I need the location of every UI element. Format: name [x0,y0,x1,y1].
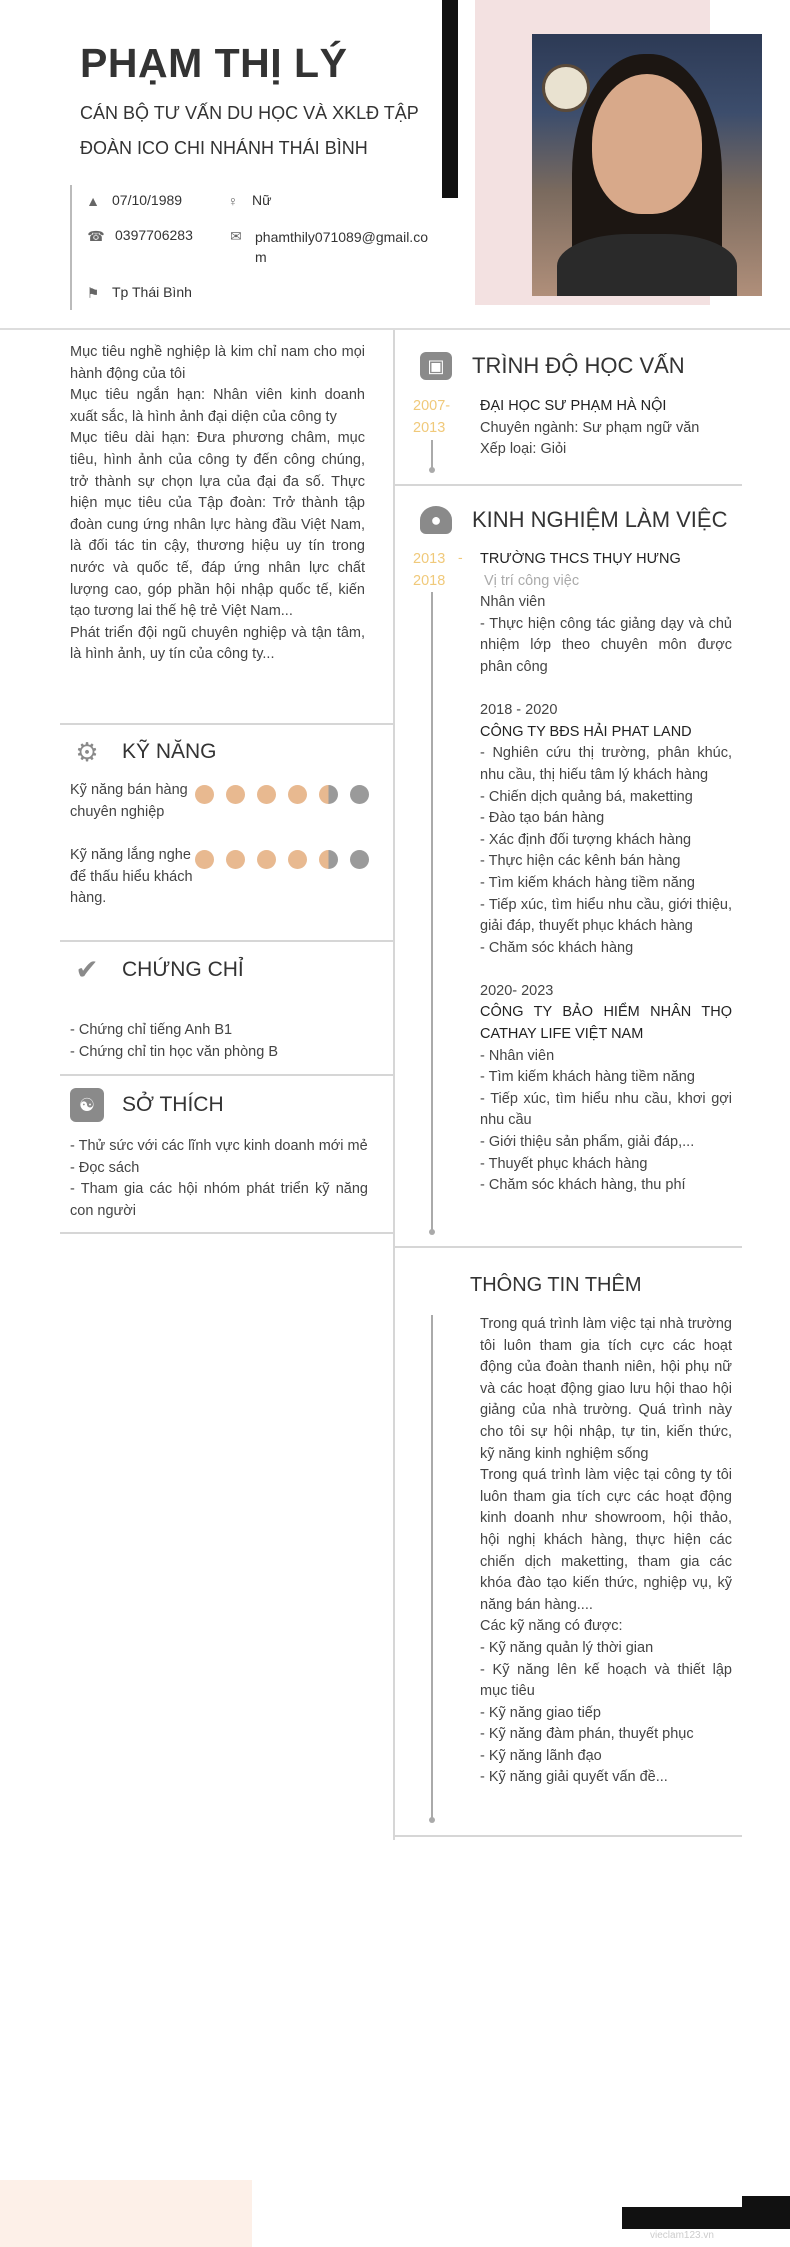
certificate-item: - Chứng chỉ tiếng Anh B1 [70,1022,233,1038]
job-years: 2018 - 2020 [480,702,558,719]
company-name: TRƯỜNG THCS THỤY HƯNG [480,551,681,567]
education-details [480,396,732,461]
education-years: 2007- 2013 [413,398,451,436]
timeline-dot [429,1817,435,1823]
gender-value: Nữ [252,192,272,208]
timeline-line [431,592,433,1232]
job-years: 2020- 2023 [480,982,554,999]
experience-title: KINH NGHIỆM LÀM VIỆC [472,507,728,532]
skill-label: Kỹ năng lắng nghe để thấu hiểu khách hàng. [70,847,193,907]
job-line: - Tìm kiếm khách hàng tiềm năng [480,874,695,891]
skills-title: KỸ NĂNG [122,740,217,763]
extra-line: - Kỹ năng đàm phán, thuyết phục [480,1726,694,1743]
company-name: CÔNG TY BĐS HẢI PHAT LAND [480,723,692,740]
company-name: CÔNG TY BẢO HIỂM NHÂN THỌ CATHAY LIFE VIỆT NAM [480,1004,732,1043]
job-line: - Thực hiện công tác giảng dạy và chủ nhiệm lớp theo chuyên môn được phân công [480,615,732,675]
job-line: Nhân viên [480,594,546,611]
education-title: TRÌNH ĐỘ HỌC VẤN [472,353,685,378]
extra-title: THÔNG TIN THÊM [470,1274,642,1296]
header-divider [0,328,790,330]
hobby-item: - Tham gia các hội nhóm phát triển kỹ năng con người [70,1181,368,1219]
objective-line: Mục tiêu nghề nghiệp là kim chỉ nam cho mọi hành động của tôi [70,344,365,382]
map-icon: ⚑ [86,285,100,301]
team-icon: ● [420,506,452,534]
skills-header [70,735,217,769]
job-line: - Xác định đối tượng khách hàng [480,831,692,848]
hobby-item: - Đọc sách [70,1159,140,1176]
mail-icon: ✉ [230,228,242,244]
person-gear-icon: ⚙ [75,737,99,767]
objective-line: Mục tiêu dài hạn: Đưa phương châm, mục tiêu, hình ảnh của công ty đến công chúng, trở thành sự chọn lựa của đại đa số. Thực hiện mục tiêu của Tập đoàn: Trở thành tập đoàn cung ứng nhân lực hàng đầu Việt Nam, là đối tác tin cậy, thương hiệu uy tín trong nước và quốc tế, đáp ứng nhân lực chất lượng cao, góp phần hội nhập quốc tế, kiến tạo tương lai thế hệ trẻ Việt Nam... [70,430,365,620]
job-line: - Chăm sóc khách hàng [480,939,634,956]
certificate-item: - Chứng chỉ tin học văn phòng B [70,1043,278,1060]
timeline-dot [429,467,435,473]
extra-details [480,1314,732,1789]
job-line: - Thuyết phục khách hàng [480,1155,648,1172]
job-line: - Nhân viên [480,1047,555,1064]
experience-header [420,506,727,534]
experience-details [480,549,732,1197]
extra-line: - Kỹ năng giao tiếp [480,1704,601,1721]
footer-peach-block [0,2180,252,2247]
timeline-line [431,440,433,470]
divider [394,1835,742,1837]
school-name: ĐẠI HỌC SƯ PHẠM HÀ NỘI [480,398,667,414]
dob-value: 07/10/1989 [112,192,183,208]
cake-icon: ▲ [86,193,100,209]
major: Chuyên ngành: Sư phạm ngữ văn [480,419,700,436]
contact-info [70,185,440,310]
phone-value: 0397706283 [115,227,193,243]
timeline-line [431,1315,433,1820]
phone-row [87,227,193,245]
gender-icon: ♀ [227,193,239,209]
divider [394,484,742,486]
experience-years: 2013 2018 [413,551,446,589]
extra-line: Các kỹ năng có được: [480,1618,623,1635]
profile-photo [532,34,762,296]
objective-line: Phát triển đội ngũ chuyên nghiệp và tận tâm, là hình ảnh, uy tín của công ty... [70,624,365,663]
skill-item [70,845,380,910]
job-line: - Tiếp xúc, tìm hiểu nhu cầu, khơi gợi nhu cầu [480,1090,732,1129]
position-placeholder: Vị trí công việc [484,572,580,589]
job-line: - Chăm sóc khách hàng, thu phí [480,1177,686,1194]
job-line: - Đào tạo bán hàng [480,810,605,827]
gender-row [224,192,271,210]
email-row [227,227,442,267]
divider [60,1074,394,1076]
certificates-list [70,1020,370,1063]
extra-line: - Kỹ năng giải quyết vấn đề... [480,1769,668,1786]
skill-rating [195,850,369,910]
years-dash: - [458,549,463,565]
candidate-title: CÁN BỘ TƯ VẤN DU HỌC VÀ XKLĐ TẬP ĐOÀN ICO CHI NHÁNH THÁI BÌNH [80,103,419,158]
divider [60,940,394,942]
extra-line: Trong quá trình làm việc tại nhà trường tôi luôn tham gia tích cực các hoạt động của đoàn thanh niên, hội phụ nữ và các hoạt động giao lưu hội thao hội giảng của nhà trường. Quá trình này cho tôi sự hội nhập, tự tin, kiến thức, kỹ năng kinh nghiệm sống [480,1316,732,1462]
address-value: Tp Thái Bình [112,284,192,300]
grade: Xếp loại: Giỏi [480,441,567,458]
education-header [420,352,685,380]
candidate-name: PHẠM THỊ LÝ [80,40,348,86]
watermark: vieclam123.vn [650,2230,714,2241]
header-black-bar [442,0,458,198]
divider [60,723,394,725]
skill-label: Kỹ năng bán hàng chuyên nghiệp [70,782,188,820]
job-line: - Giới thiệu sản phẩm, giải đáp,... [480,1134,695,1151]
job-line: - Chiến dịch quảng bá, maketting [480,788,693,805]
dob-row [84,192,182,210]
briefcase-icon: ▣ [420,352,452,380]
extra-line: - Kỹ năng lãnh đạo [480,1747,602,1764]
hobby-item: - Thử sức với các lĩnh vực kinh doanh mới mẻ [70,1138,368,1154]
certificates-title: CHỨNG CHỈ [122,958,244,981]
address-row [84,284,192,302]
extra-line: Trong quá trình làm việc tại công ty tôi luôn tham gia tích cực các hoạt động kinh doanh như showroom, hội thảo, hội nghị khách hàng, thực hiện các chiến dịch maketting, tham gia các khóa đào tạo kiến thức, nghiệp vụ, kỹ năng bán hàng.... [480,1467,732,1613]
steam-icon: ☯ [70,1088,104,1122]
extra-line: - Kỹ năng lên kế hoạch và thiết lập mục tiêu [480,1661,732,1700]
certificates-header [70,953,244,987]
extra-line: - Kỹ năng quản lý thời gian [480,1639,654,1656]
job-line: - Nghiên cứu thị trường, phân khúc, nhu cầu, thị hiếu tâm lý khách hàng [480,745,732,783]
timeline-dot [429,1229,435,1235]
objective-line: Mục tiêu ngắn hạn: Nhân viên kinh doanh xuất sắc, là hình ảnh đại diện của công ty [70,387,365,425]
hobbies-list [70,1136,368,1222]
column-divider [393,330,395,1840]
footer-black-bar [622,2207,790,2229]
divider [60,1232,394,1234]
hobbies-header [70,1088,224,1122]
email-value[interactable]: phamthily071089@gmail.co m [255,229,428,265]
job-line: - Tiếp xúc, tìm hiểu nhu cầu, giới thiệu, giải đáp, thuyết phục khách hàng [480,896,732,935]
hobbies-title: SỞ THÍCH [122,1093,224,1116]
job-line: - Thực hiện các kênh bán hàng [480,853,681,870]
objective-section [70,342,365,666]
skill-rating [195,785,369,823]
divider [394,1246,742,1248]
skill-item [70,780,380,823]
badge-icon: ✔ [75,954,99,985]
phone-icon: ☎ [87,228,105,244]
job-line: - Tìm kiếm khách hàng tiềm năng [480,1069,695,1086]
